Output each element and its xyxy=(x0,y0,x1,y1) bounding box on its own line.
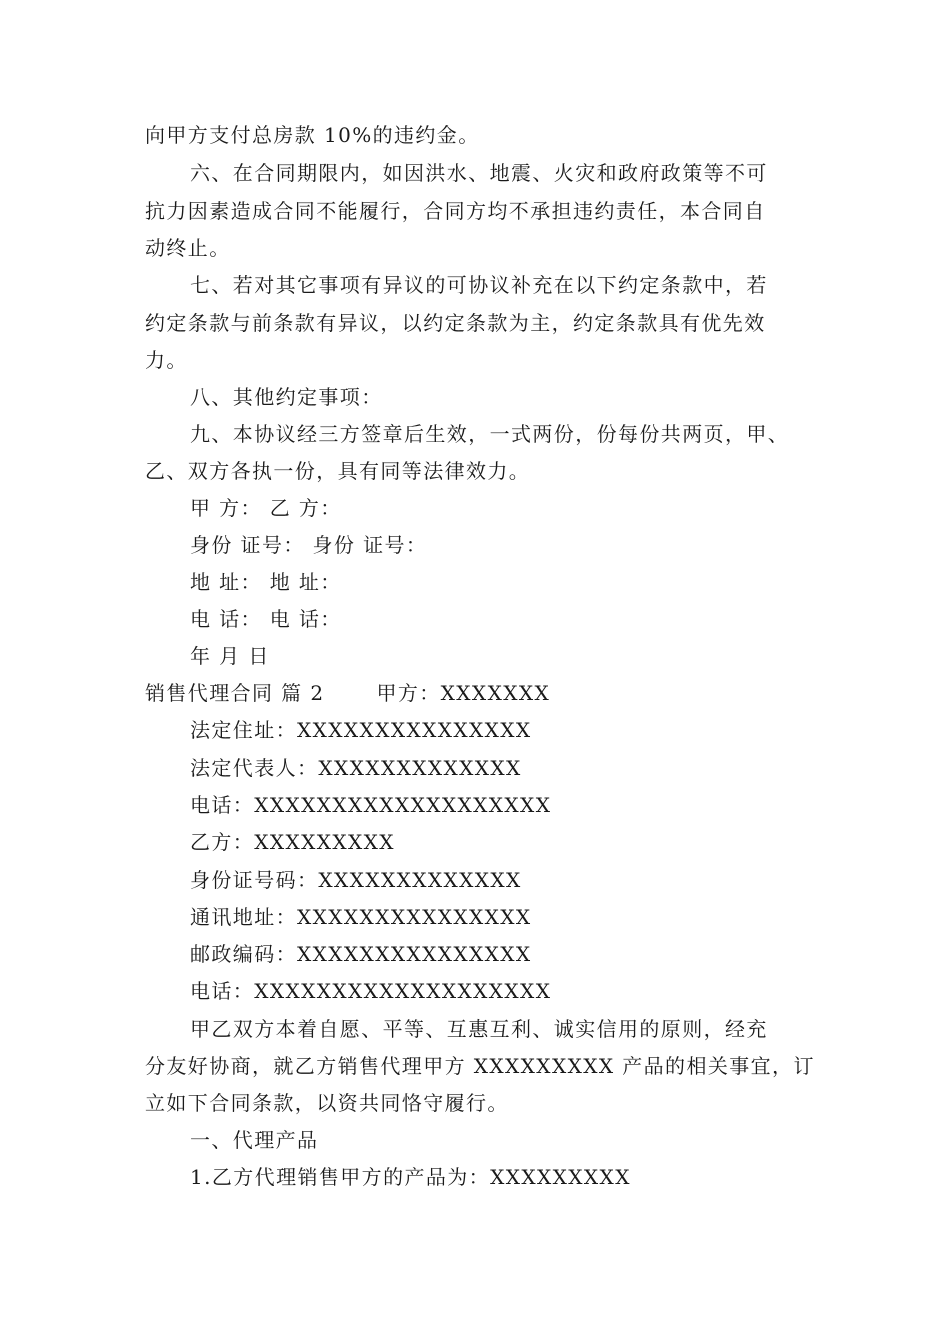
text-line: 动终止。 xyxy=(145,236,231,260)
paragraph-line: 立如下合同条款，以资共同恪守履行。 xyxy=(145,1091,509,1115)
field-line: 乙方：XXXXXXXXX xyxy=(190,830,395,854)
signature-id-line: 身份 证号： 身份 证号： xyxy=(190,533,428,557)
field-line: 电话：XXXXXXXXXXXXXXXXXXX xyxy=(190,793,552,817)
signature-party-line: 甲 方： 乙 方： xyxy=(190,496,342,520)
field-line: 法定代表人：XXXXXXXXXXXXX xyxy=(190,756,522,780)
clause-six: 六、在合同期限内，如因洪水、地震、火灾和政府政策等不可 xyxy=(190,161,768,185)
paragraph-line: 分友好协商，就乙方销售代理甲方 XXXXXXXXX 产品的相关事宜，订 xyxy=(145,1054,815,1078)
paragraph-line: 甲乙双方本着自愿、平等、互惠互利、诚实信用的原则，经充 xyxy=(190,1017,768,1041)
field-line: 法定住址：XXXXXXXXXXXXXXX xyxy=(190,718,532,742)
field-line: 电话：XXXXXXXXXXXXXXXXXXX xyxy=(190,979,552,1003)
text-line: 约定条款与前条款有异议，以约定条款为主，约定条款具有优先效 xyxy=(145,311,766,335)
text-line: 力。 xyxy=(145,348,188,372)
section2-title: 销售代理合同 篇 2 xyxy=(145,681,325,705)
text-line: 向甲方支付总房款 10%的违约金。 xyxy=(145,123,480,147)
clause-seven: 七、若对其它事项有异议的可协议补充在以下约定条款中，若 xyxy=(190,273,768,297)
text-line: 抗力因素造成合同不能履行，合同方均不承担违约责任，本合同自 xyxy=(145,199,766,223)
signature-phone-line: 电 话： 电 话： xyxy=(190,607,342,631)
field-line: 邮政编码：XXXXXXXXXXXXXXX xyxy=(190,942,532,966)
text-line: 乙、双方各执一份，具有同等法律效力。 xyxy=(145,459,531,483)
subheading: 一、代理产品 xyxy=(190,1128,319,1152)
clause-nine: 九、本协议经三方签章后生效，一式两份，份每份共两页，甲、 xyxy=(190,422,790,446)
clause-eight: 八、其他约定事项： xyxy=(190,385,383,409)
section2-party-a: 甲方：XXXXXXX xyxy=(376,681,551,705)
section-heading xyxy=(145,678,550,708)
signature-address-line: 地 址： 地 址： xyxy=(190,570,342,594)
signature-date-line: 年 月 日 xyxy=(190,644,270,668)
list-item: 1.乙方代理销售甲方的产品为：XXXXXXXXX xyxy=(190,1165,631,1189)
field-line: 通讯地址：XXXXXXXXXXXXXXX xyxy=(190,905,532,929)
field-line: 身份证号码：XXXXXXXXXXXXX xyxy=(190,868,522,892)
